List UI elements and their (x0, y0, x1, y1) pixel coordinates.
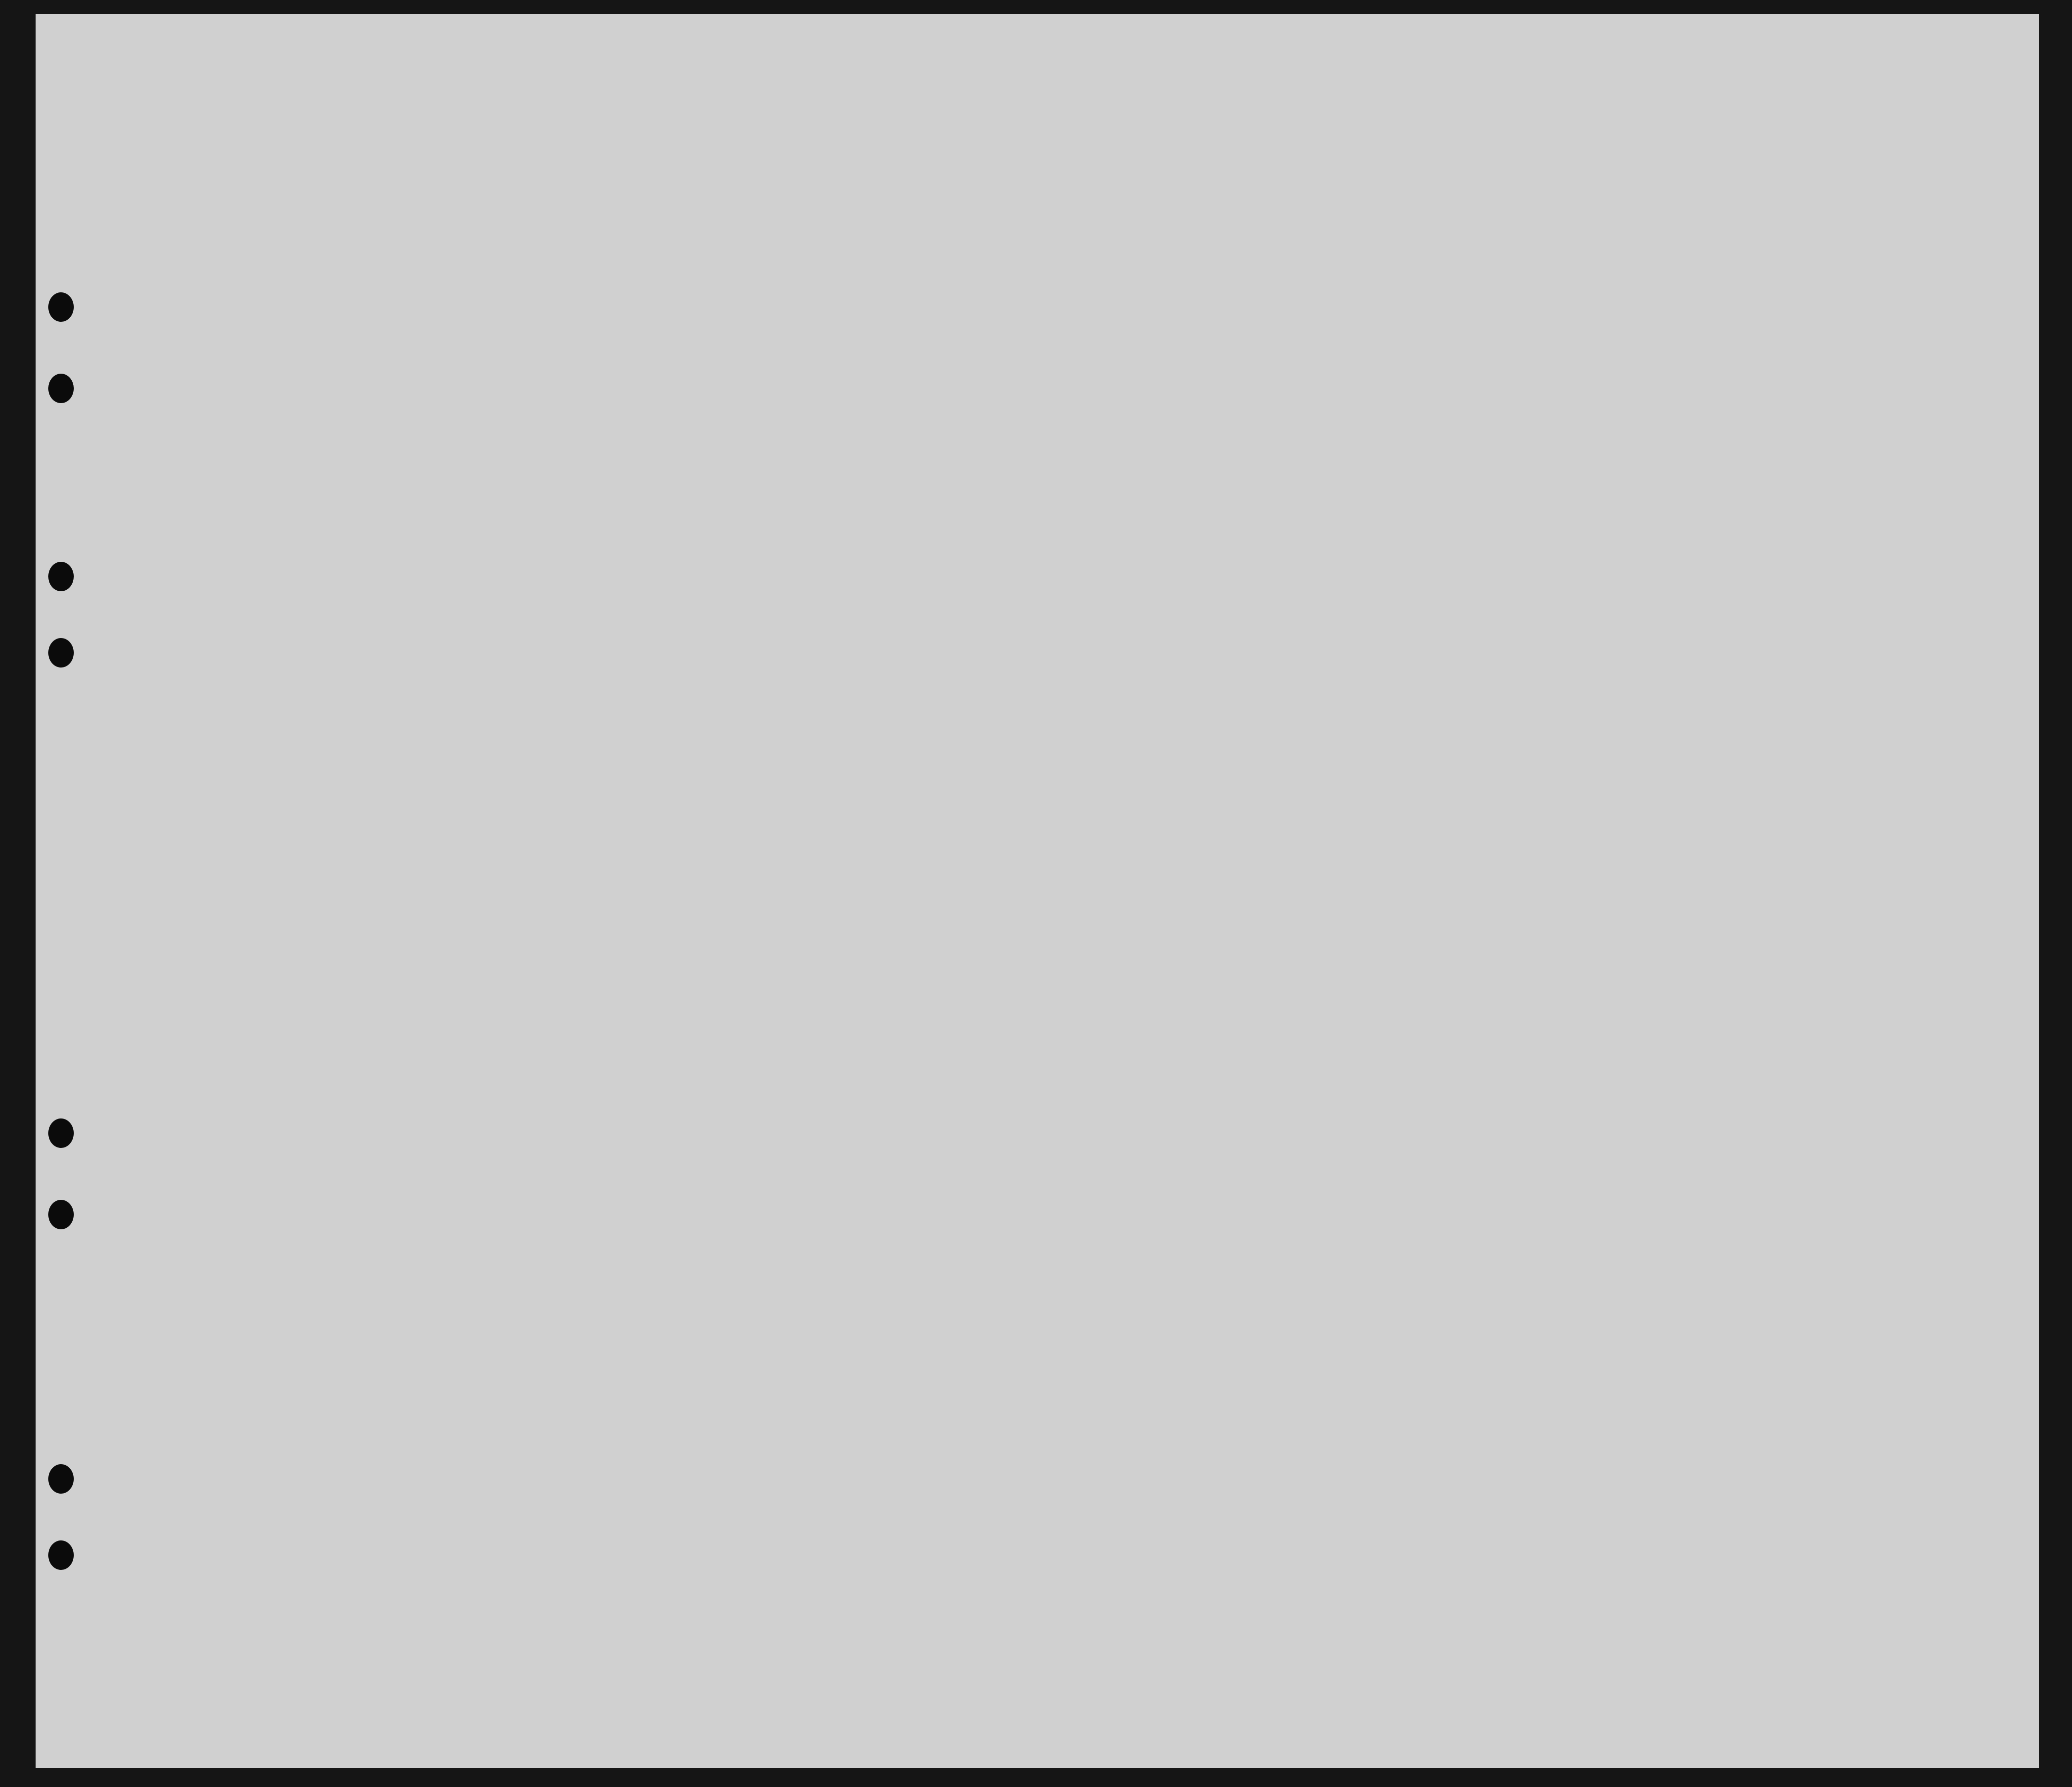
binder-hole (48, 1540, 74, 1570)
table-grid (36, 14, 2039, 1768)
binder-hole (48, 374, 74, 403)
binder-hole (48, 1464, 74, 1494)
manifest-sheet (36, 14, 2039, 1768)
binder-hole (48, 638, 74, 668)
binder-hole (48, 562, 74, 591)
binder-hole (48, 1118, 74, 1148)
binder-hole (48, 1200, 74, 1229)
binder-hole (48, 292, 74, 322)
